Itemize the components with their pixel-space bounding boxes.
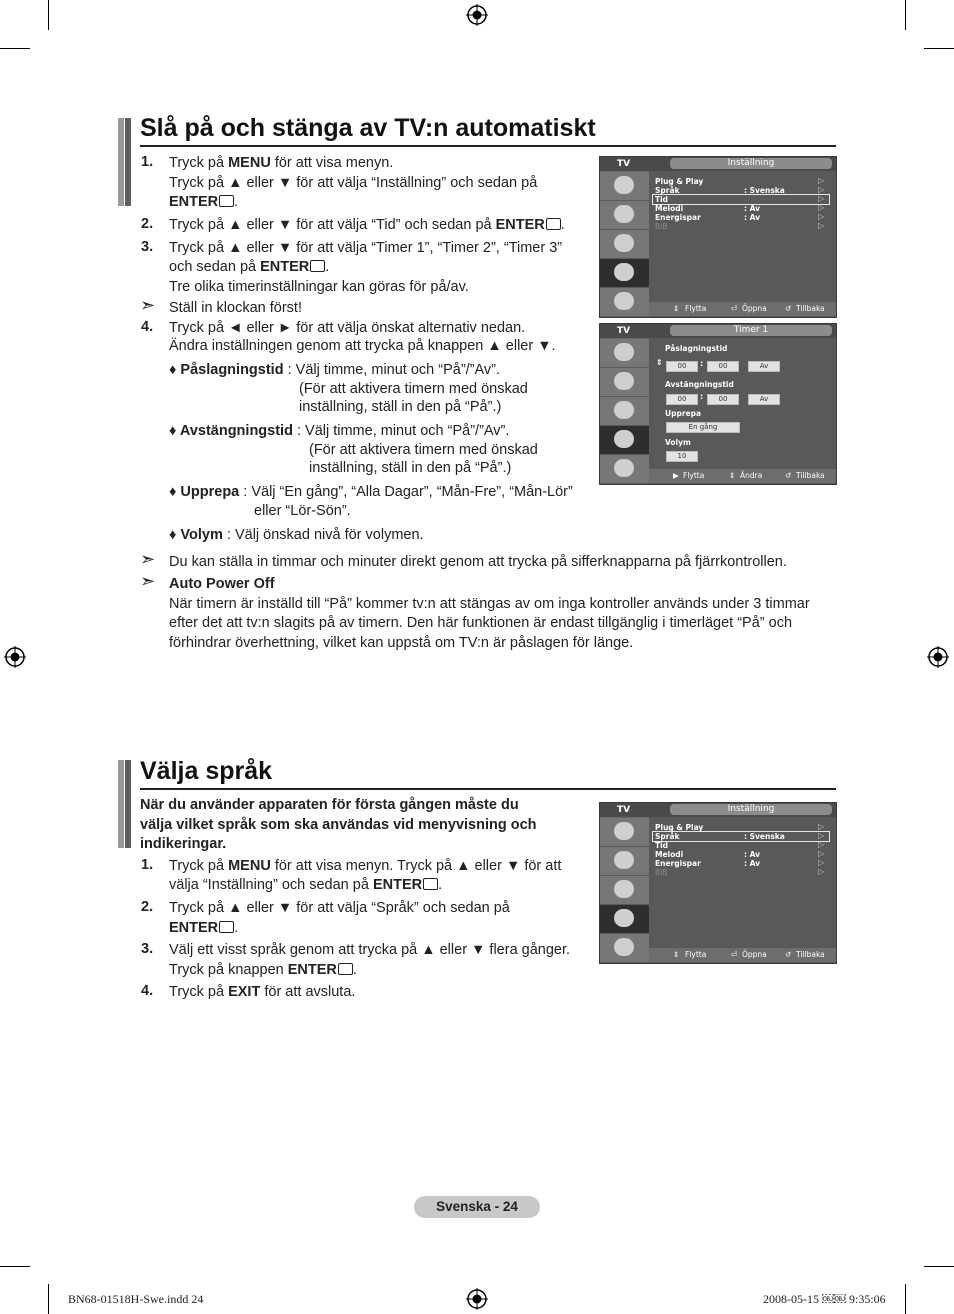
bullet-text: inställning, ställ in den på “På”.) (309, 460, 512, 476)
menu-footer: ▶ Flytta ⇕ Ändra ↺ Tillbaka (649, 469, 836, 483)
note-text: Du kan ställa in timmar och minuter direkt genom att trycka på sifferknapparna på fjärrkontrollen. (169, 554, 787, 570)
step-text: Tryck på ◄ eller ► för att välja önskat alternativ nedan. (169, 320, 526, 336)
updown-icon: ⇕ (729, 471, 736, 480)
step-text: Välj ett visst språk genom att trycka på ▲ eller ▼ flera gånger. (169, 942, 571, 958)
return-icon: ↺ (785, 304, 792, 313)
note-text: Ställ in klockan först! (169, 300, 302, 316)
arrow-right-icon: ▷ (818, 212, 825, 221)
arrow-right-icon: ▷ (818, 849, 825, 858)
menu-item: Språk (655, 186, 680, 195)
arrow-right-icon: ▷ (818, 194, 825, 203)
step-text: Tryck på ▲ eller ▼ för att välja “Timer 1”, “Timer 2”, “Timer 3” (169, 240, 563, 256)
bullet-text: eller “Lör-Sön”. (254, 503, 351, 519)
arrow-right-icon: ▷ (818, 840, 825, 849)
tv-label: TV (617, 805, 631, 815)
intro-text: välja vilket språk som ska användas vid menyvisning och (140, 817, 537, 833)
menu-item: Energispar (655, 859, 701, 868)
note-title: Auto Power Off (169, 576, 275, 592)
bullet-repeat: ♦ Upprepa : Välj “En gång”, “Alla Dagar”, “Mån-Fre”, “Mån-Lör” (169, 484, 573, 500)
enter-icon (423, 878, 438, 890)
bullet-text: inställning, ställ in den på “På”.) (299, 399, 502, 415)
arrow-right-icon: ▷ (818, 822, 825, 831)
crop-mark (924, 48, 954, 49)
menu-title: Timer 1 (670, 325, 832, 336)
enter-icon (338, 963, 353, 975)
tv-label: TV (617, 159, 631, 169)
title-underline (140, 145, 836, 147)
section-bar (118, 760, 124, 848)
footer-timestamp: 2008-05-15 ￼￼ 9:35:06 (763, 1292, 886, 1306)
input-icon (600, 288, 649, 317)
tv-menu-settings (599, 156, 837, 318)
crop-mark (48, 0, 49, 30)
registration-mark-icon (927, 646, 949, 668)
field-label: Påslagningstid (665, 344, 728, 353)
menu-value: : Svenska (744, 186, 785, 195)
step-number: 2. (141, 899, 154, 915)
picture-icon (600, 339, 649, 368)
picture-icon (600, 818, 649, 847)
step-text: Tryck på ▲ eller ▼ för att välja “Inställning” och sedan på (169, 175, 538, 191)
repeat-field: En gång (666, 422, 740, 433)
menu-item: Tid (655, 841, 669, 850)
page-number-badge: Svenska - 24 (414, 1196, 540, 1218)
hour-field: 00 (666, 361, 698, 372)
setup-gear-icon (600, 259, 649, 288)
picture-icon (600, 172, 649, 201)
step-number: 1. (141, 857, 154, 873)
step-number: 1. (141, 154, 154, 170)
bullet-text: (För att aktivera timern med önskad (299, 381, 528, 397)
field-label: Avstängningstid (665, 380, 734, 389)
setup-gear-icon (600, 905, 649, 934)
menu-item: Plug & Play (655, 177, 704, 186)
minute-field: 00 (707, 361, 739, 372)
minute-field: 00 (707, 394, 739, 405)
menu-item: BIB (655, 222, 668, 231)
updown-icon: ⇕ (656, 358, 663, 367)
field-label: Upprepa (665, 409, 702, 418)
arrow-right-icon: ▷ (818, 176, 825, 185)
menu-value: : Av (744, 204, 761, 213)
volume-field: 10 (666, 451, 698, 462)
crop-mark (48, 1284, 49, 1314)
section-bar (125, 118, 131, 206)
registration-mark-icon (466, 1288, 488, 1310)
step-text: Tryck på MENU för att visa menyn. (169, 155, 394, 171)
registration-mark-icon (4, 646, 26, 668)
intro-text: indikeringar. (140, 836, 227, 852)
menu-value: : Av (744, 859, 761, 868)
state-field: Av (748, 394, 780, 405)
menu-item: BIB (655, 868, 668, 877)
tv-menu-settings-language (599, 802, 837, 964)
section-title: Välja språk (140, 757, 273, 785)
menu-value: : Av (744, 850, 761, 859)
step-text: ENTER . (169, 194, 239, 210)
crop-mark (0, 1266, 30, 1267)
bullet-text: (För att aktivera timern med önskad (309, 442, 538, 458)
section-bar (125, 760, 131, 848)
crop-mark (905, 0, 906, 30)
play-right-icon: ▶ (673, 471, 679, 480)
menu-item: Tid (655, 195, 669, 204)
updown-icon: ⇕ (673, 950, 680, 959)
field-label: Volym (665, 438, 691, 447)
arrow-right-icon: ▷ (818, 221, 825, 230)
menu-sidebar (600, 171, 649, 317)
note-arrow-icon: ➣ (140, 549, 156, 569)
channel-icon (600, 876, 649, 905)
step-text: Tryck på ▲ eller ▼ för att välja “Språk” och sedan på (169, 900, 510, 916)
input-icon (600, 934, 649, 963)
arrow-right-icon: ▷ (818, 185, 825, 194)
menu-title: Inställning (670, 158, 832, 169)
step-text: ENTER . (169, 920, 239, 936)
step-text: Tryck på EXIT för att avsluta. (169, 984, 356, 1000)
crop-mark (0, 48, 30, 49)
crop-mark (924, 1266, 954, 1267)
input-icon (600, 455, 649, 484)
bullet-on-time: ♦ Påslagningstid : Välj timme, minut och “På”/”Av”. (169, 362, 501, 378)
sound-icon (600, 201, 649, 230)
arrow-right-icon: ▷ (818, 867, 825, 876)
enter-icon (310, 260, 325, 272)
step-number: 3. (141, 941, 154, 957)
setup-gear-icon (600, 426, 649, 455)
step-text: Tryck på knappen ENTER . (169, 962, 357, 978)
sound-icon (600, 847, 649, 876)
return-icon: ↺ (785, 950, 792, 959)
title-underline (140, 788, 836, 790)
registration-mark-icon (466, 4, 488, 26)
arrow-right-icon: ▷ (818, 858, 825, 867)
note-text: förhindrar överhettning, vilket kan uppstå om TV:n är påslagen för länge. (169, 635, 634, 651)
note-arrow-icon: ➣ (140, 571, 156, 591)
note-text: efter det att tv:n slagits på av timern. Den här funktionen är endast tillgänglig i timerläget “På” och (169, 615, 793, 631)
step-number: 4. (141, 983, 154, 999)
step-text: välja “Inställning” och sedan på ENTER . (169, 877, 443, 893)
footer-filename: BN68-01518H-Swe.indd 24 (68, 1292, 204, 1306)
tv-menu-timer: TV Timer 1 Påslagningstid ⇕ 00 : 00 Av Avstängningstid 00 : 00 Av Upprepa En gång Volym 10 ▶ Flytta ⇕ Ändra ↺ Tillbaka (599, 323, 837, 485)
step-text: och sedan på ENTER . (169, 259, 330, 275)
section-title: Slå på och stänga av TV:n automatiskt (140, 114, 596, 142)
menu-item: Melodi (655, 204, 684, 213)
enter-icon (219, 195, 234, 207)
enter-icon (546, 218, 561, 230)
menu-item: Energispar (655, 213, 701, 222)
arrow-right-icon: ▷ (818, 203, 825, 212)
step-text: Tryck på MENU för att visa menyn. Tryck på ▲ eller ▼ för att (169, 858, 562, 874)
intro-text: När du använder apparaten för första gången måste du (140, 797, 519, 813)
step-text: Tryck på ▲ eller ▼ för att välja “Tid” och sedan på ENTER . (169, 217, 565, 233)
updown-icon: ⇕ (673, 304, 680, 313)
channel-icon (600, 397, 649, 426)
menu-item: Plug & Play (655, 823, 704, 832)
channel-icon (600, 230, 649, 259)
sound-icon (600, 368, 649, 397)
crop-mark (905, 1284, 906, 1314)
enter-icon: ⏎ (731, 304, 738, 313)
hour-field: 00 (666, 394, 698, 405)
state-field: Av (748, 361, 780, 372)
step-number: 3. (141, 239, 154, 255)
menu-footer: ⇕ Flytta ⏎ Öppna ↺ Tillbaka (649, 948, 836, 962)
note-arrow-icon: ➣ (140, 295, 156, 315)
enter-icon: ⏎ (731, 950, 738, 959)
menu-footer: ⇕ Flytta ⏎ Öppna ↺ Tillbaka (649, 302, 836, 316)
step-text: Tre olika timerinställningar kan göras för på/av. (169, 279, 469, 295)
return-icon: ↺ (785, 471, 792, 480)
menu-sidebar (600, 817, 649, 963)
menu-value: : Svenska (744, 832, 785, 841)
menu-item: Språk (655, 832, 680, 841)
arrow-right-icon: ▷ (818, 831, 825, 840)
menu-sidebar (600, 338, 649, 484)
section-bar (118, 118, 124, 206)
bullet-volume: ♦ Volym : Välj önskad nivå för volymen. (169, 527, 424, 543)
enter-icon (219, 921, 234, 933)
step-number: 2. (141, 216, 154, 232)
step-number: 4. (141, 319, 154, 335)
tv-label: TV (617, 326, 631, 336)
note-text: När timern är inställd till “På” kommer tv:n att stängas av om inga kontroller används under 3 timmar (169, 596, 810, 612)
menu-title: Inställning (670, 804, 832, 815)
menu-value: : Av (744, 213, 761, 222)
bullet-off-time: ♦ Avstängningstid : Välj timme, minut och “På”/”Av”. (169, 423, 510, 439)
menu-item: Melodi (655, 850, 684, 859)
step-text: Ändra inställningen genom att trycka på knappen ▲ eller ▼. (169, 338, 556, 354)
